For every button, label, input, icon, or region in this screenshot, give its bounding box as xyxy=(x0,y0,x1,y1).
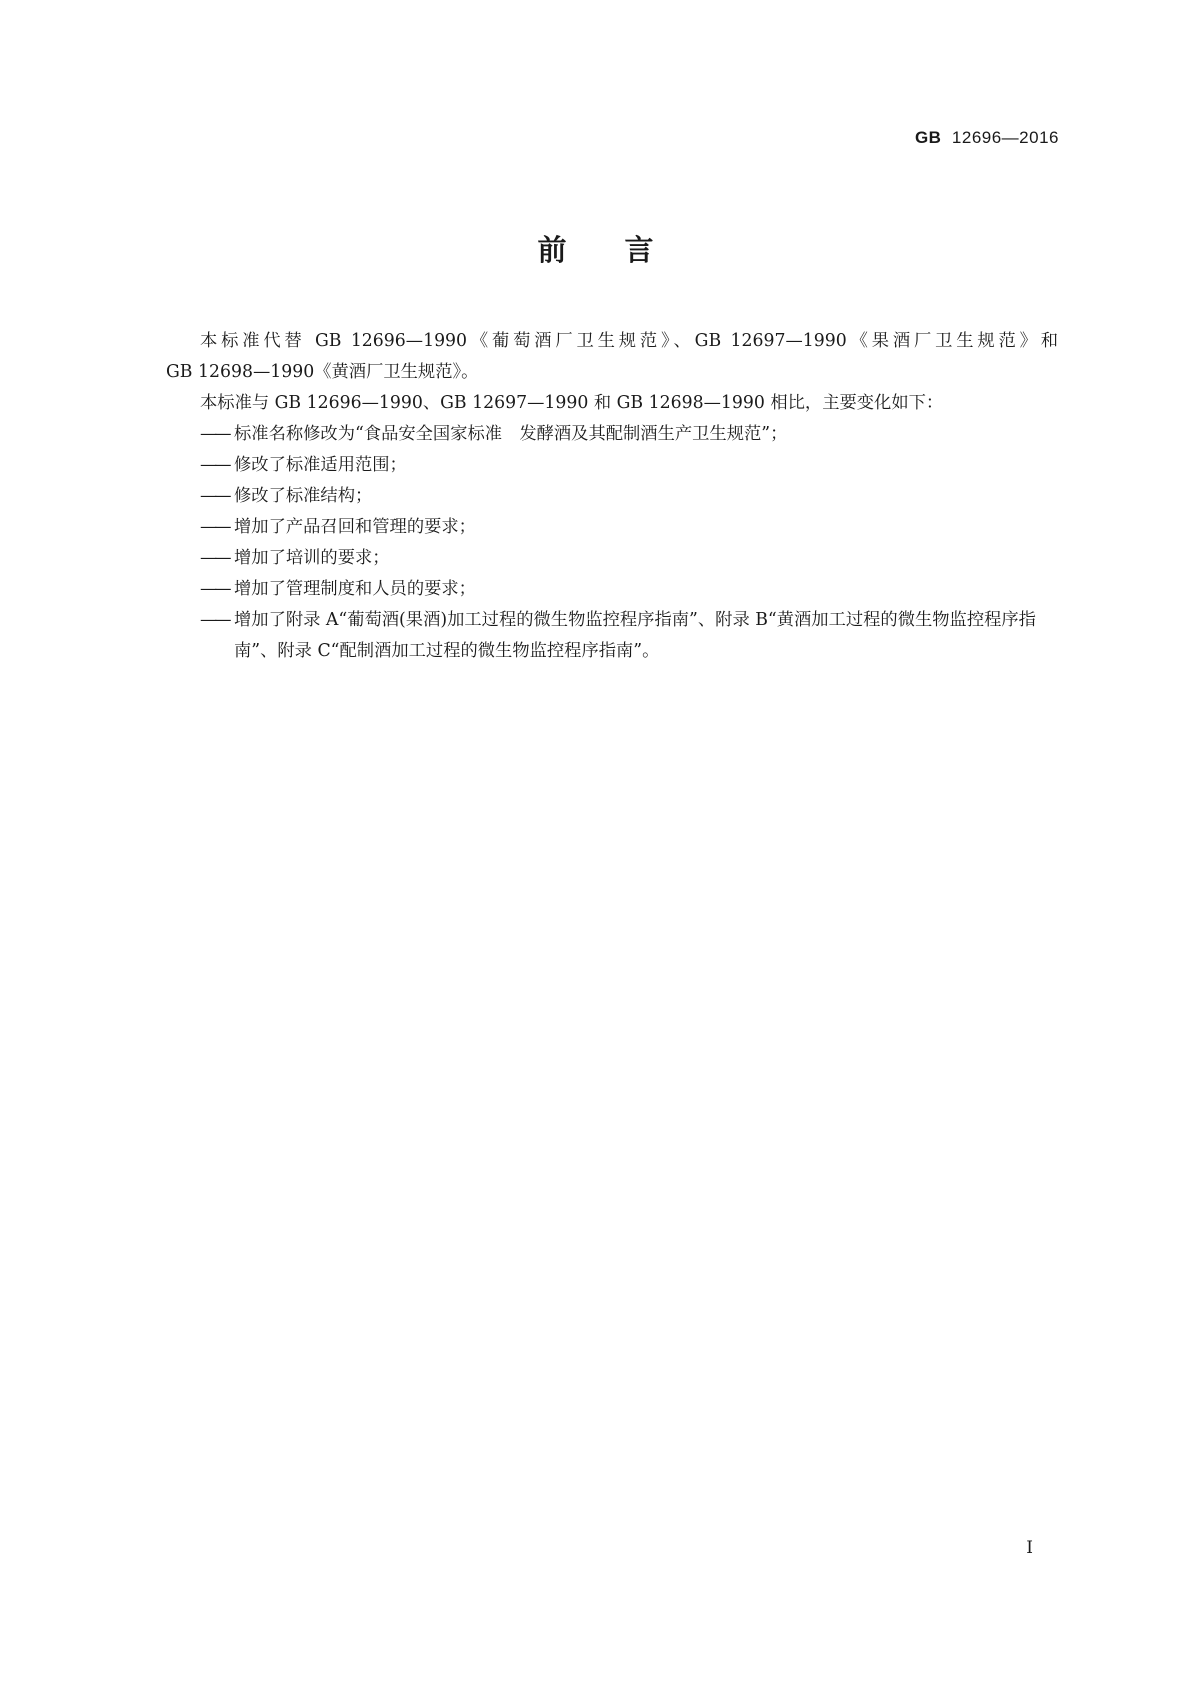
list-item-text: 修改了标准结构； xyxy=(234,486,373,506)
standard-prefix: GB xyxy=(914,128,942,147)
page-title xyxy=(0,228,1191,269)
list-item-text: 增加了附录 A“葡萄酒(果酒)加工过程的微生物监控程序指南”、附录 B“黄酒加工过程的微生物监控程序指南”、附录 C“配制酒加工过程的微生物监控程序指南”。 xyxy=(234,610,1036,661)
list-item-text: 增加了产品召回和管理的要求； xyxy=(234,517,476,537)
list-item xyxy=(166,574,1058,605)
changes-list xyxy=(166,419,1058,667)
list-item xyxy=(166,605,1058,667)
title-char-2: 言 xyxy=(624,233,654,267)
list-dash: —— xyxy=(200,548,229,568)
standard-number xyxy=(915,128,1059,148)
list-item xyxy=(166,450,1058,481)
list-item xyxy=(166,481,1058,512)
list-item xyxy=(166,419,1058,450)
list-item xyxy=(166,512,1058,543)
paragraph-2: 本标准与 GB 12696—1990、GB 12697—1990 和 GB 12698—1990 相比，主要变化如下： xyxy=(200,393,944,413)
page-number: I xyxy=(1026,1538,1033,1558)
list-item-text: 增加了管理制度和人员的要求； xyxy=(234,579,476,599)
paragraph-1-line-2: GB 12698—1990《黄酒厂卫生规范》。 xyxy=(166,362,479,382)
list-item-text: 修改了标准适用范围； xyxy=(234,455,407,475)
paragraph-1-line-1: 本标准代替 GB 12696—1990《葡萄酒厂卫生规范》、GB 12697—1990《果酒厂卫生规范》和 xyxy=(200,331,1058,351)
title-char-1: 前 xyxy=(537,233,567,267)
list-dash: —— xyxy=(200,486,229,506)
list-item-text: 标准名称修改为“食品安全国家标准 发酵酒及其配制酒生产卫生规范”； xyxy=(234,424,788,444)
list-dash: —— xyxy=(200,610,229,630)
list-item-text: 增加了培训的要求； xyxy=(234,548,390,568)
foreword-body xyxy=(166,326,1058,667)
list-dash: —— xyxy=(200,517,229,537)
list-dash: —— xyxy=(200,424,229,444)
standard-number-value: 12696—2016 xyxy=(951,128,1059,147)
list-dash: —— xyxy=(200,455,229,475)
list-item xyxy=(166,543,1058,574)
list-dash: —— xyxy=(200,579,229,599)
